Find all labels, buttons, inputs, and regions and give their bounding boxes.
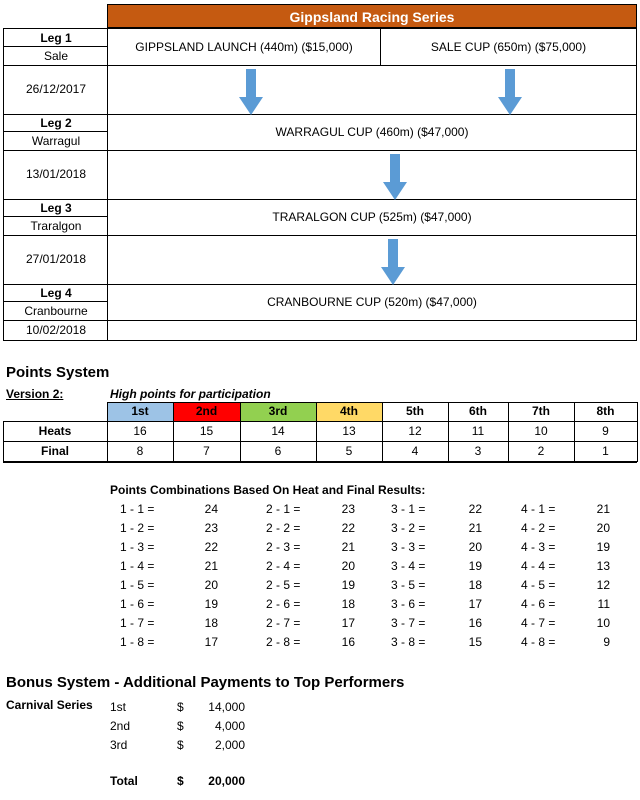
points-subtitle: High points for participation bbox=[110, 387, 271, 401]
combo-label: 1 - 6 = bbox=[120, 597, 155, 611]
final-points-7: 2 bbox=[537, 444, 545, 458]
combo-points: 11 bbox=[597, 597, 610, 611]
combo-points: 22 bbox=[204, 540, 218, 554]
combo-label: 4 - 8 = bbox=[521, 635, 556, 649]
leg-2-name: Leg 2 bbox=[40, 116, 72, 130]
combo-label: 3 - 5 = bbox=[391, 578, 426, 592]
place-header-8: 8th bbox=[596, 404, 615, 418]
bonus-place: 1st bbox=[110, 700, 127, 714]
race-traralgon-cup: TRARALGON CUP (525m) ($47,000) bbox=[272, 210, 472, 224]
leg-3-place: Traralgon bbox=[30, 219, 82, 233]
combo-label: 3 - 3 = bbox=[391, 540, 426, 554]
combo-points: 22 bbox=[468, 502, 482, 516]
final-points-1: 8 bbox=[136, 444, 144, 458]
leg-1-name: Leg 1 bbox=[40, 31, 72, 45]
combo-label: 1 - 4 = bbox=[120, 559, 155, 573]
combo-label: 4 - 5 = bbox=[521, 578, 556, 592]
heat-points-5: 12 bbox=[408, 424, 422, 438]
final-points-2: 7 bbox=[203, 444, 210, 458]
combo-label: 2 - 6 = bbox=[266, 597, 301, 611]
combo-points: 16 bbox=[468, 616, 482, 630]
race-sale-cup: SALE CUP (650m) ($75,000) bbox=[430, 40, 587, 54]
combo-label: 1 - 5 = bbox=[120, 578, 155, 592]
combo-points: 23 bbox=[204, 521, 218, 535]
combo-label: 1 - 7 = bbox=[120, 616, 155, 630]
combo-points: 18 bbox=[341, 597, 355, 611]
combo-points: 20 bbox=[204, 578, 218, 592]
legs-schedule bbox=[3, 28, 637, 341]
combo-label: 3 - 1 = bbox=[391, 502, 426, 516]
combo-points: 22 bbox=[341, 521, 355, 535]
bonus-currency: $ bbox=[177, 700, 184, 714]
final-points-8: 1 bbox=[602, 444, 609, 458]
combos-grid bbox=[0, 500, 640, 660]
place-header-7: 7th bbox=[532, 404, 550, 418]
bonus-place: 3rd bbox=[110, 738, 128, 752]
combo-points: 20 bbox=[341, 559, 355, 573]
bonus-amount: 4,000 bbox=[214, 719, 245, 733]
heat-points-8: 9 bbox=[602, 424, 609, 438]
bonus-currency: $ bbox=[177, 719, 184, 733]
combo-points: 19 bbox=[596, 540, 610, 554]
combo-label: 2 - 3 = bbox=[266, 540, 301, 554]
combo-points: 24 bbox=[204, 502, 218, 516]
place-header-3: 3rd bbox=[240, 402, 316, 421]
leg-4-place: Cranbourne bbox=[24, 304, 88, 318]
final-points-6: 3 bbox=[474, 444, 482, 458]
combo-points: 20 bbox=[596, 521, 610, 535]
combo-points: 21 bbox=[596, 502, 610, 516]
combo-points: 17 bbox=[468, 597, 482, 611]
combo-points: 23 bbox=[341, 502, 355, 516]
combo-points: 17 bbox=[204, 635, 218, 649]
final-points-4: 5 bbox=[345, 444, 353, 458]
combo-label: 2 - 1 = bbox=[266, 502, 301, 516]
down-arrow-icon bbox=[239, 69, 263, 115]
combo-label: 3 - 6 = bbox=[391, 597, 426, 611]
place-header-2: 2nd bbox=[173, 402, 240, 421]
combo-label: 2 - 7 = bbox=[266, 616, 301, 630]
bonus-total-currency: $ bbox=[177, 774, 184, 788]
combo-points: 16 bbox=[341, 635, 355, 649]
leg-2-place: Warragul bbox=[31, 134, 81, 148]
race-gippsland-launch: GIPPSLAND LAUNCH (440m) ($15,000) bbox=[135, 40, 353, 54]
points-heading: Points System bbox=[6, 364, 110, 381]
combo-points: 21 bbox=[204, 559, 218, 573]
combo-label: 3 - 7 = bbox=[391, 616, 426, 630]
leg-1-place: Sale bbox=[43, 49, 69, 63]
bonus-place: 2nd bbox=[110, 719, 131, 733]
combo-label: 1 - 2 = bbox=[120, 521, 155, 535]
combo-points: 15 bbox=[468, 635, 482, 649]
leg-4-date: 10/02/2018 bbox=[25, 323, 87, 337]
place-header-1: 1st bbox=[107, 402, 173, 421]
places-row bbox=[3, 402, 637, 421]
combo-points: 19 bbox=[204, 597, 218, 611]
bonus-amount: 2,000 bbox=[214, 738, 245, 752]
place-header-5: 5th bbox=[406, 404, 424, 418]
combo-points: 13 bbox=[596, 559, 610, 573]
leg-3-date: 27/01/2018 bbox=[25, 252, 87, 266]
down-arrow-icon bbox=[381, 239, 405, 285]
combo-label: 2 - 8 = bbox=[266, 635, 301, 649]
leg-3-name: Leg 3 bbox=[40, 201, 72, 215]
combo-points: 12 bbox=[596, 578, 610, 592]
bonus-heading: Bonus System - Additional Payments to Top Performers bbox=[6, 674, 405, 691]
place-header-6: 6th bbox=[469, 404, 487, 418]
combo-label: 1 - 8 = bbox=[120, 635, 155, 649]
final-label: Final bbox=[40, 444, 69, 458]
combo-label: 4 - 3 = bbox=[521, 540, 556, 554]
leg-2-date: 13/01/2018 bbox=[25, 167, 87, 181]
combo-label: 2 - 4 = bbox=[266, 559, 301, 573]
heat-points-3: 14 bbox=[271, 424, 285, 438]
combo-points: 20 bbox=[468, 540, 482, 554]
heats-row bbox=[3, 422, 637, 441]
combo-points: 21 bbox=[341, 540, 355, 554]
combo-label: 2 - 2 = bbox=[266, 521, 301, 535]
final-row bbox=[3, 442, 637, 461]
place-header-4: 4th bbox=[316, 402, 382, 421]
combo-label: 1 - 3 = bbox=[120, 540, 155, 554]
combo-points: 19 bbox=[341, 578, 355, 592]
combo-label: 4 - 4 = bbox=[521, 559, 556, 573]
combo-points: 9 bbox=[603, 635, 610, 649]
bonus-label: Carnival Series bbox=[6, 698, 93, 712]
combo-label: 4 - 2 = bbox=[521, 521, 556, 535]
final-points-3: 6 bbox=[274, 444, 282, 458]
heat-points-2: 15 bbox=[199, 424, 214, 438]
combo-label: 3 - 4 = bbox=[391, 559, 426, 573]
bonus-currency: $ bbox=[177, 738, 184, 752]
bonus-amount: 14,000 bbox=[208, 700, 245, 714]
combo-points: 17 bbox=[341, 616, 355, 630]
leg-4-name: Leg 4 bbox=[40, 286, 72, 300]
bonus-total-amount: 20,000 bbox=[208, 774, 245, 788]
leg-1-date: 26/12/2017 bbox=[25, 82, 87, 96]
heats-label: Heats bbox=[38, 424, 72, 438]
combo-label: 4 - 1 = bbox=[521, 502, 556, 516]
combo-points: 18 bbox=[468, 578, 482, 592]
combo-label: 3 - 2 = bbox=[391, 521, 426, 535]
heat-points-7: 10 bbox=[534, 424, 548, 438]
points-version: Version 2: bbox=[6, 387, 64, 401]
heat-points-6: 11 bbox=[471, 424, 485, 438]
combo-label: 2 - 5 = bbox=[266, 578, 301, 592]
bonus-table bbox=[0, 698, 640, 758]
race-warragul-cup: WARRAGUL CUP (460m) ($47,000) bbox=[275, 125, 469, 139]
heat-points-1: 16 bbox=[133, 424, 147, 438]
combo-points: 21 bbox=[468, 521, 482, 535]
combo-points: 19 bbox=[468, 559, 482, 573]
down-arrow-icon bbox=[383, 154, 407, 200]
down-arrow-icon bbox=[498, 69, 522, 115]
bonus-total-label: Total bbox=[110, 774, 138, 788]
final-points-5: 4 bbox=[411, 444, 419, 458]
combo-points: 18 bbox=[204, 616, 218, 630]
combo-points: 10 bbox=[596, 616, 610, 630]
combo-label: 1 - 1 = bbox=[120, 502, 155, 516]
series-title: Gippsland Racing Series bbox=[107, 4, 637, 28]
race-cranbourne-cup: CRANBOURNE CUP (520m) ($47,000) bbox=[267, 295, 477, 309]
combo-label: 4 - 7 = bbox=[521, 616, 556, 630]
heat-points-4: 13 bbox=[342, 424, 356, 438]
combo-label: 4 - 6 = bbox=[521, 597, 556, 611]
combos-heading: Points Combinations Based On Heat and Final Results: bbox=[110, 483, 426, 497]
combo-label: 3 - 8 = bbox=[391, 635, 426, 649]
